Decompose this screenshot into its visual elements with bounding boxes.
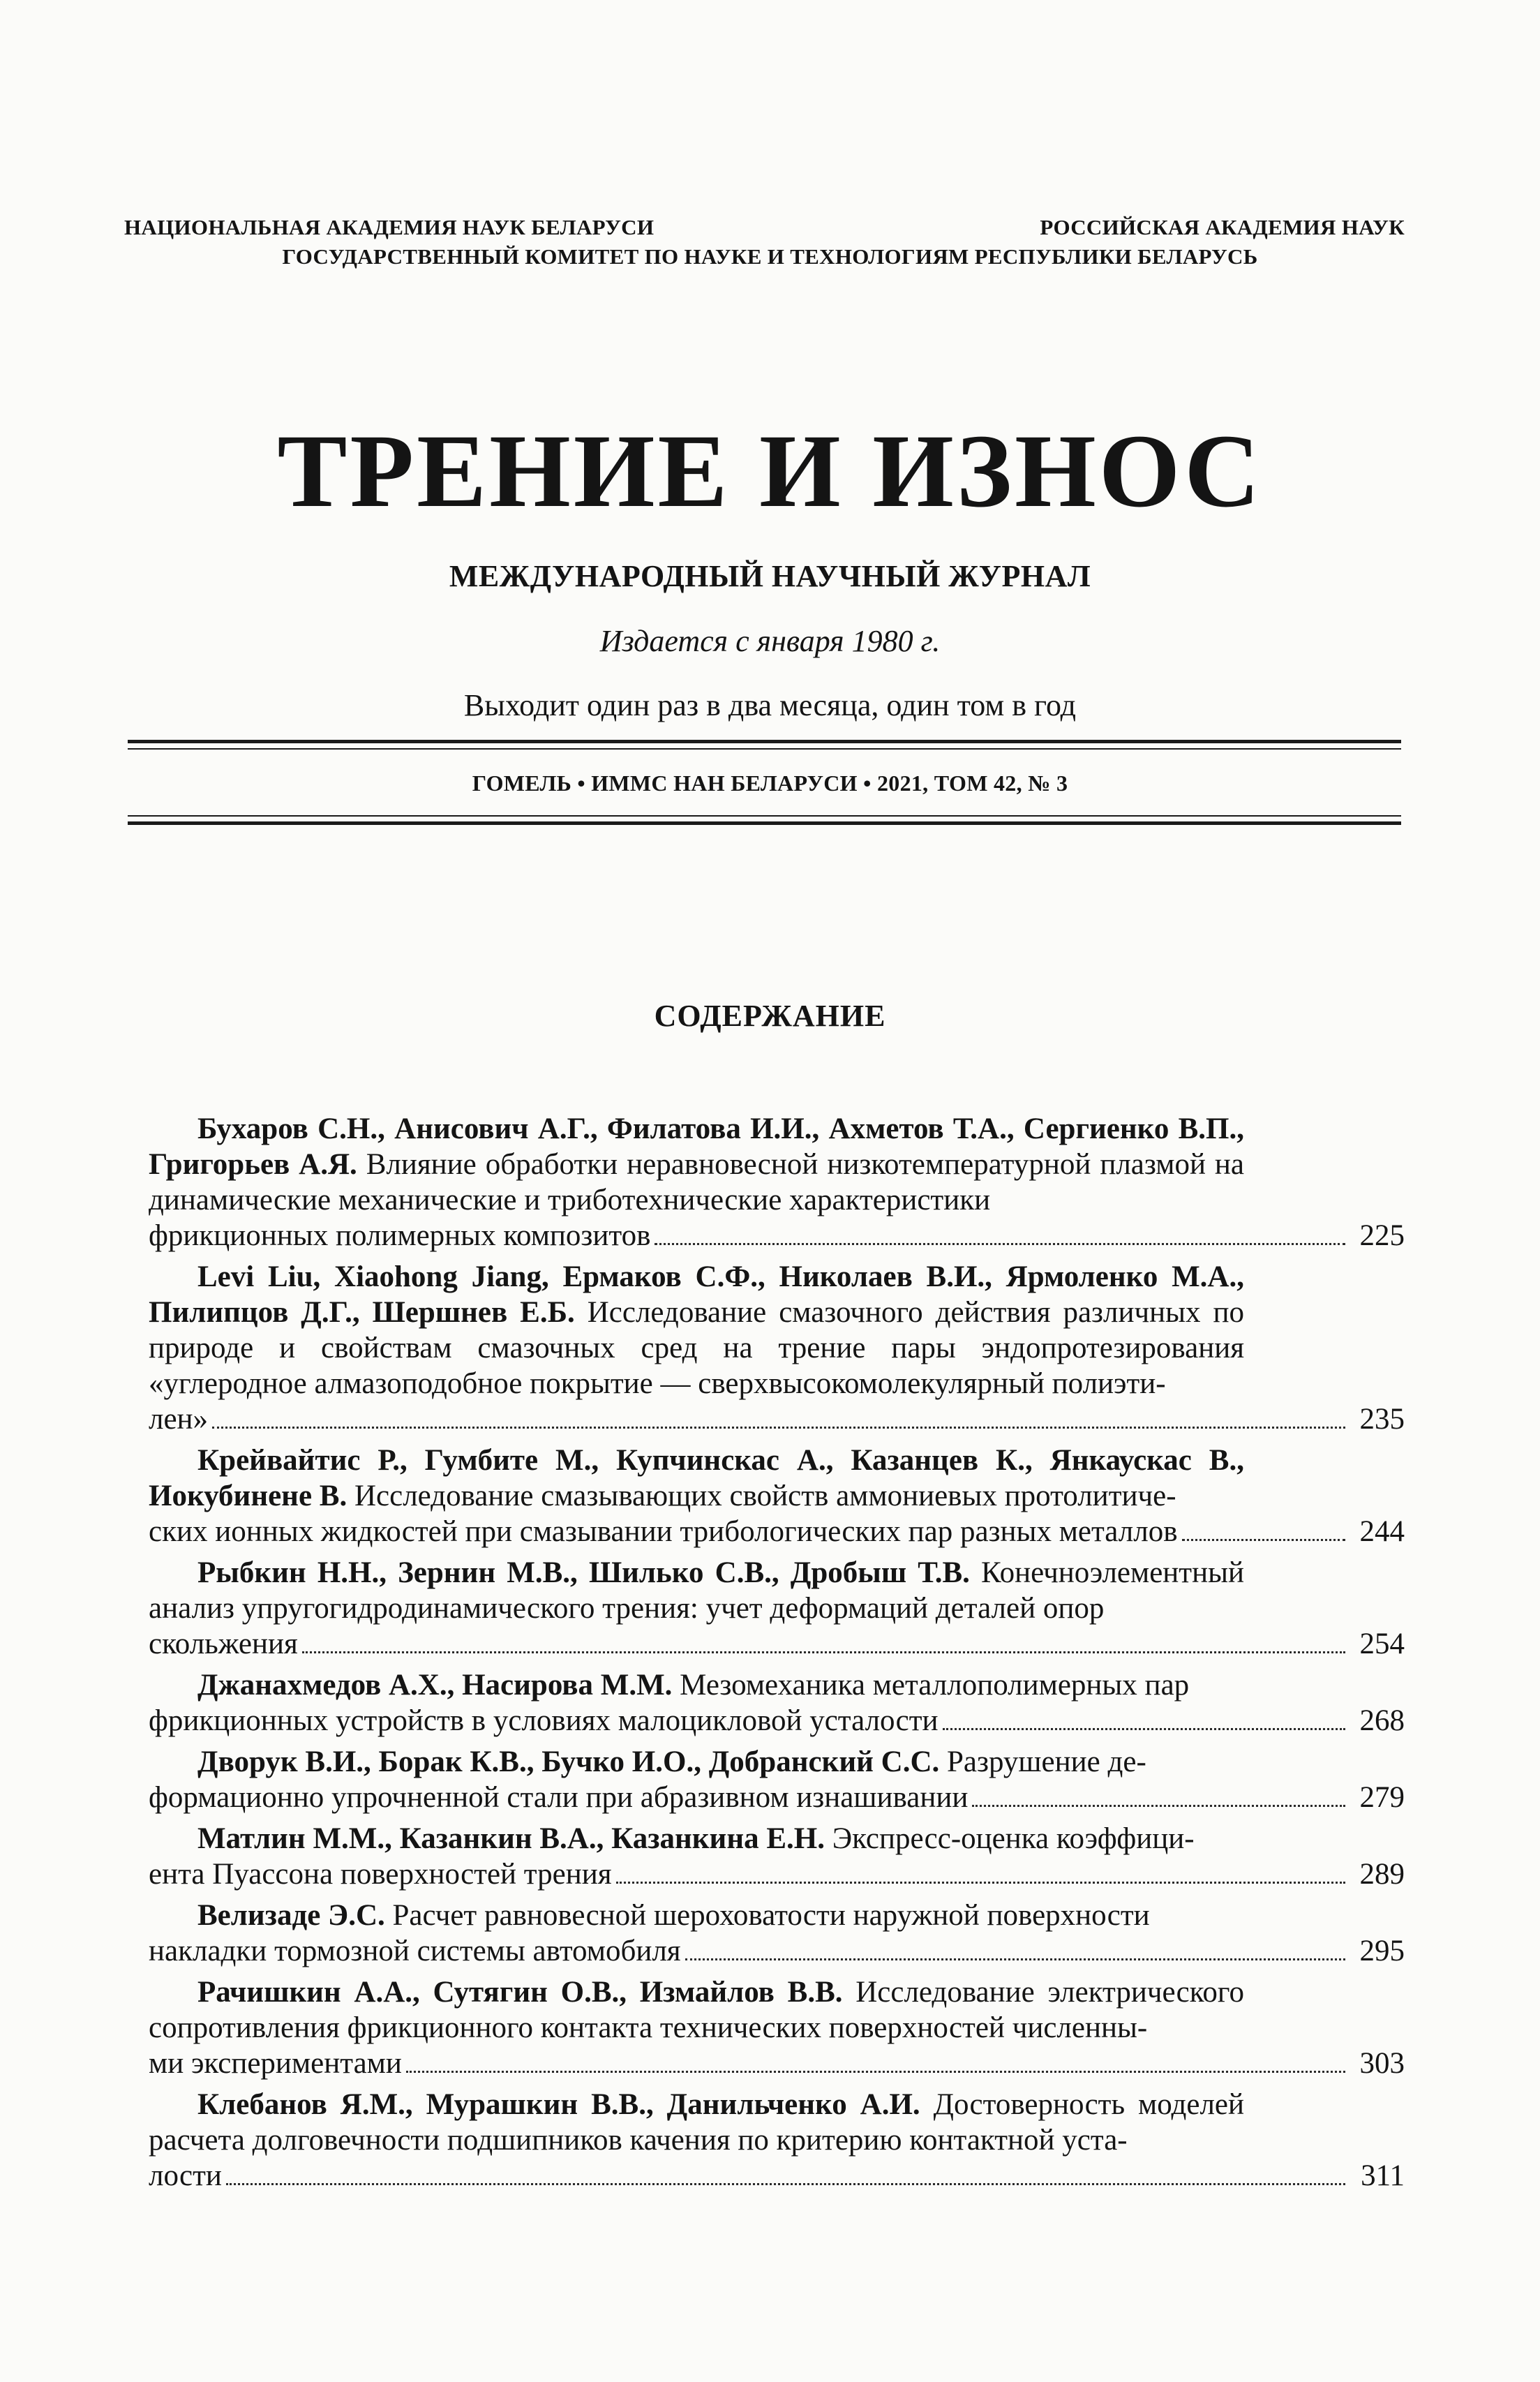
imprint-line: ГОМЕЛЬ • ИММС НАН БЕЛАРУСИ • 2021, ТОМ 42, № 3 [472, 771, 1068, 796]
toc-entry-title-end: ента Пуассона поверхностей трения [149, 1858, 612, 1891]
dot-leader [302, 1651, 1345, 1653]
toc-entry-title: Исследование электрического сопротивления фрикционного контакта технических поверхностей численны- [149, 1976, 1244, 2044]
toc-entry-title: Конечноэлементный анализ упругогидродинамического трения: учет деформаций деталей опор [149, 1556, 1244, 1625]
dot-leader [1182, 1539, 1346, 1541]
toc-entry-authors: Бухаров С.Н., Анисович А.Г., Филатова И.И., Ахметов Т.А., Сергиенко В.П., Григорьев А.Я. [149, 1112, 1244, 1181]
toc-entry-page: 244 [1359, 1515, 1405, 1548]
toc-entry [149, 1821, 1426, 1892]
toc-entry-title-end: скольжения [149, 1628, 298, 1660]
dot-leader [972, 1805, 1345, 1807]
table-of-contents [149, 1111, 1426, 2199]
toc-entry-authors: Клебанов Я.М., Мурашкин В.В., Данильченко А.И. [197, 2088, 920, 2121]
toc-entry-title-end: лости [149, 2159, 222, 2192]
journal-subtitle: МЕЖДУНАРОДНЫЙ НАУЧНЫЙ ЖУРНАЛ [449, 559, 1091, 593]
toc-entry-title: Экспресс-оценка коэффици- [832, 1822, 1195, 1855]
toc-entry [149, 1667, 1426, 1739]
toc-entry-title: Исследование смазывающих свойств аммониевых протолитиче- [354, 1480, 1176, 1512]
toc-entry [149, 2087, 1426, 2194]
rule-bottom-thick [128, 821, 1401, 825]
toc-entry-authors: Рачишкин А.А., Сутягин О.В., Измайлов В.В. [197, 1976, 843, 2009]
toc-entry-authors: Levi Liu, Xiaohong Jiang, Ермаков С.Ф., Николаев В.И., Ярмоленко М.А., Пилипцов Д.Г., Шершнев Е.Б. [149, 1260, 1244, 1329]
toc-entry-title: Расчет равновесной шероховатости наружной поверхности [392, 1899, 1150, 1932]
toc-entry-authors: Джанахмедов А.Х., Насирова М.М. [197, 1669, 673, 1702]
dot-leader [655, 1243, 1345, 1245]
rule-top-thick [128, 740, 1401, 743]
journal-title: ТРЕНИЕ И ИЗНОС [277, 413, 1263, 529]
toc-entry [149, 1443, 1426, 1549]
toc-entry-page: 225 [1359, 1219, 1405, 1252]
toc-entry-page: 311 [1361, 2159, 1405, 2192]
journal-since: Издается с января 1980 г. [599, 624, 941, 658]
toc-entry-page: 268 [1359, 1704, 1405, 1737]
toc-entry-page: 254 [1359, 1628, 1405, 1660]
toc-entry-authors: Матлин М.М., Казанкин В.А., Казанкина Е.Н. [197, 1822, 825, 1855]
toc-entry [149, 1974, 1426, 2081]
toc-entry-page: 289 [1359, 1858, 1405, 1891]
toc-entry-authors: Велизаде Э.С. [197, 1899, 385, 1932]
toc-entry-title-end: фрикционных устройств в условиях малоцикловой усталости [149, 1704, 939, 1737]
dot-leader [616, 1882, 1346, 1884]
toc-entry-title: Влияние обработки неравновесной низкотемпературной плазмой на динамические механические и триботехнические характеристики [149, 1148, 1244, 1216]
toc-entry-page: 279 [1359, 1781, 1405, 1814]
toc-entry [149, 1259, 1426, 1437]
inst-belarus-academy: НАЦИОНАЛЬНАЯ АКАДЕМИЯ НАУК БЕЛАРУСИ [124, 215, 655, 239]
toc-entry-title-end: лен» [149, 1403, 209, 1436]
toc-entry-title-end: накладки тормозной системы автомобиля [149, 1935, 681, 1967]
toc-entry [149, 1555, 1426, 1662]
inst-state-committee: ГОСУДАРСТВЕННЫЙ КОМИТЕТ ПО НАУКЕ И ТЕХНОЛОГИЯМ РЕСПУБЛИКИ БЕЛАРУСЬ [282, 244, 1258, 269]
toc-entry-title: Исследование смазочного действия различных по природе и свойствам смазочных сред на трение пары эндопротезирования «углеродное алмазоподобное покрытие — сверхвысокомолекулярный полиэти- [149, 1296, 1245, 1400]
institutions-row [124, 215, 1405, 240]
toc-entry-title-end: формационно упрочненной стали при абразивном изнашивании [149, 1781, 969, 1814]
toc-entry-page: 235 [1359, 1403, 1405, 1436]
toc-entry-title-end: ских ионных жидкостей при смазывании трибологических пар разных металлов [149, 1515, 1178, 1548]
dot-leader [212, 1427, 1345, 1429]
rule-bottom-thin [128, 815, 1401, 817]
toc-entry-title: Разрушение де- [947, 1745, 1146, 1778]
toc-entry-authors: Рыбкин Н.Н., Зернин М.В., Шилько С.В., Дробыш Т.В. [197, 1556, 970, 1589]
inst-russian-academy: РОССИЙСКАЯ АКАДЕМИЯ НАУК [1040, 215, 1405, 239]
dot-leader [685, 1958, 1345, 1960]
dot-leader [406, 2071, 1345, 2073]
toc-entry [149, 1898, 1426, 1969]
toc-entry-page: 295 [1359, 1935, 1405, 1967]
toc-entry-authors: Дворук В.И., Борак К.В., Бучко И.О., Добранский С.С. [197, 1745, 940, 1778]
toc-entry [149, 1744, 1426, 1815]
dot-leader [226, 2183, 1345, 2185]
toc-entry-title-end: фрикционных полимерных композитов [149, 1219, 651, 1252]
toc-entry-authors: Крейвайтис Р., Гумбите М., Купчинскас А., Казанцев К., Янкаускас В., Иокубинене В. [149, 1444, 1244, 1512]
rule-top-thin [128, 748, 1401, 750]
contents-heading: СОДЕРЖАНИЕ [654, 999, 886, 1033]
toc-entry-page: 303 [1359, 2047, 1405, 2080]
toc-entry-title: Достоверность моделей расчета долговечности подшипников качения по критерию контактной уста- [149, 2088, 1245, 2157]
journal-frequency: Выходит один раз в два месяца, один том в год [463, 688, 1077, 722]
toc-entry-title-end: ми экспериментами [149, 2047, 402, 2080]
toc-entry-title: Мезомеханика металлополимерных пар [680, 1669, 1190, 1702]
toc-entry [149, 1111, 1426, 1253]
dot-leader [943, 1728, 1345, 1730]
